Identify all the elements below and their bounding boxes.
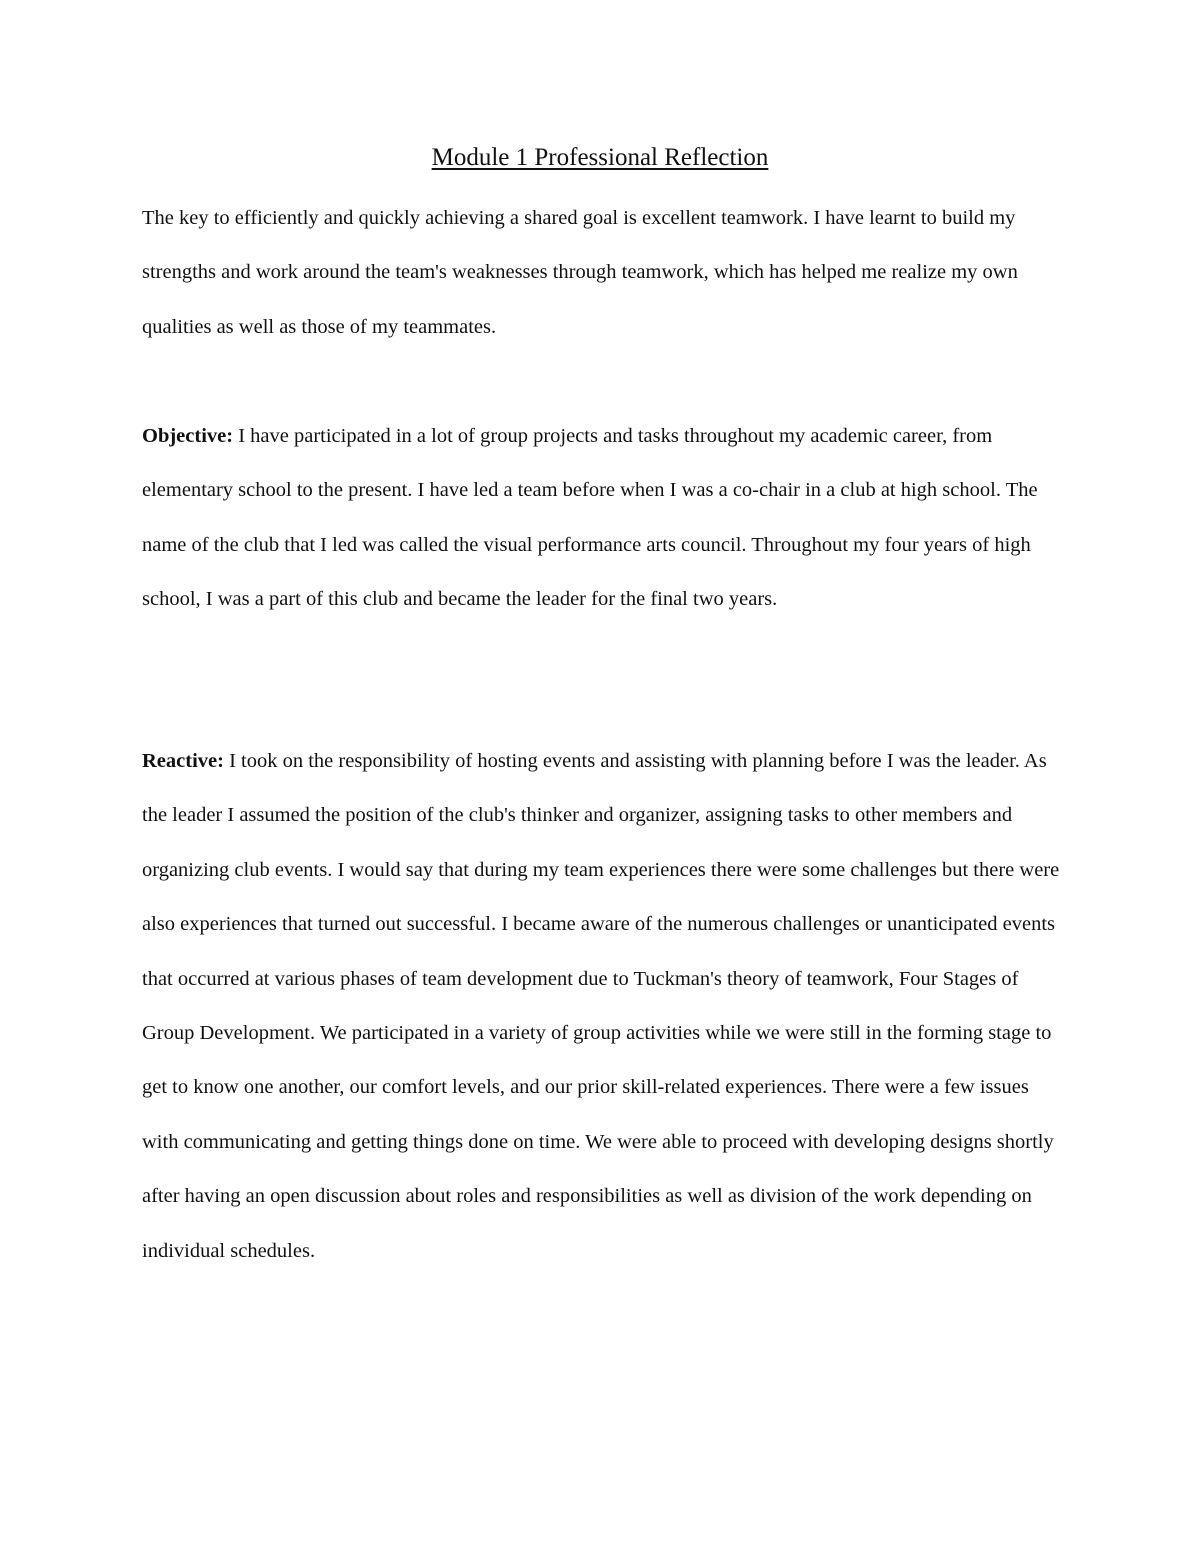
reactive-text: I took on the responsibility of hosting events and assisting with planning before I was the leader. As the leader I assumed the position of the club's thinker and organizer, assigning tasks to other members and organizing club events. I would say that during my team experiences there were some challenges but there were also experiences that turned out successful. I became aware of the numerous challenges or unanticipated events that occurred at various phases of team development due to Tuckman's theory of teamwork, Four Stages of Group Development. We participated in a variety of group activities while we were still in the forming stage to get to know one another, our comfort levels, and our prior skill-related experiences. There were a few issues with communicating and getting things done on time. We were able to proceed with developing designs shortly after having an open discussion about roles and responsibilities as well as division of the work depending on individual schedules.: [142, 750, 1060, 1262]
reactive-paragraph: [142, 734, 1064, 1278]
document-title: Module 1 Professional Reflection: [431, 144, 769, 171]
intro-paragraph: The key to efficiently and quickly achieving a shared goal is excellent teamwork. I have learnt to build my strengths and work around the team's weaknesses through teamwork, which has helped me realize my own qualities as well as those of my teammates.: [142, 207, 1018, 338]
objective-label: Objective:: [142, 425, 234, 447]
reactive-label: Reactive:: [142, 750, 224, 772]
objective-text: I have participated in a lot of group projects and tasks throughout my academic career, from elementary school to the present. I have led a team before when I was a co-chair in a club at high school. The name of the club that I led was called the visual performance arts council. Throughout my four years of high school, I was a part of this club and became the leader for the final two years.: [142, 425, 1038, 611]
objective-paragraph: [142, 409, 1064, 627]
